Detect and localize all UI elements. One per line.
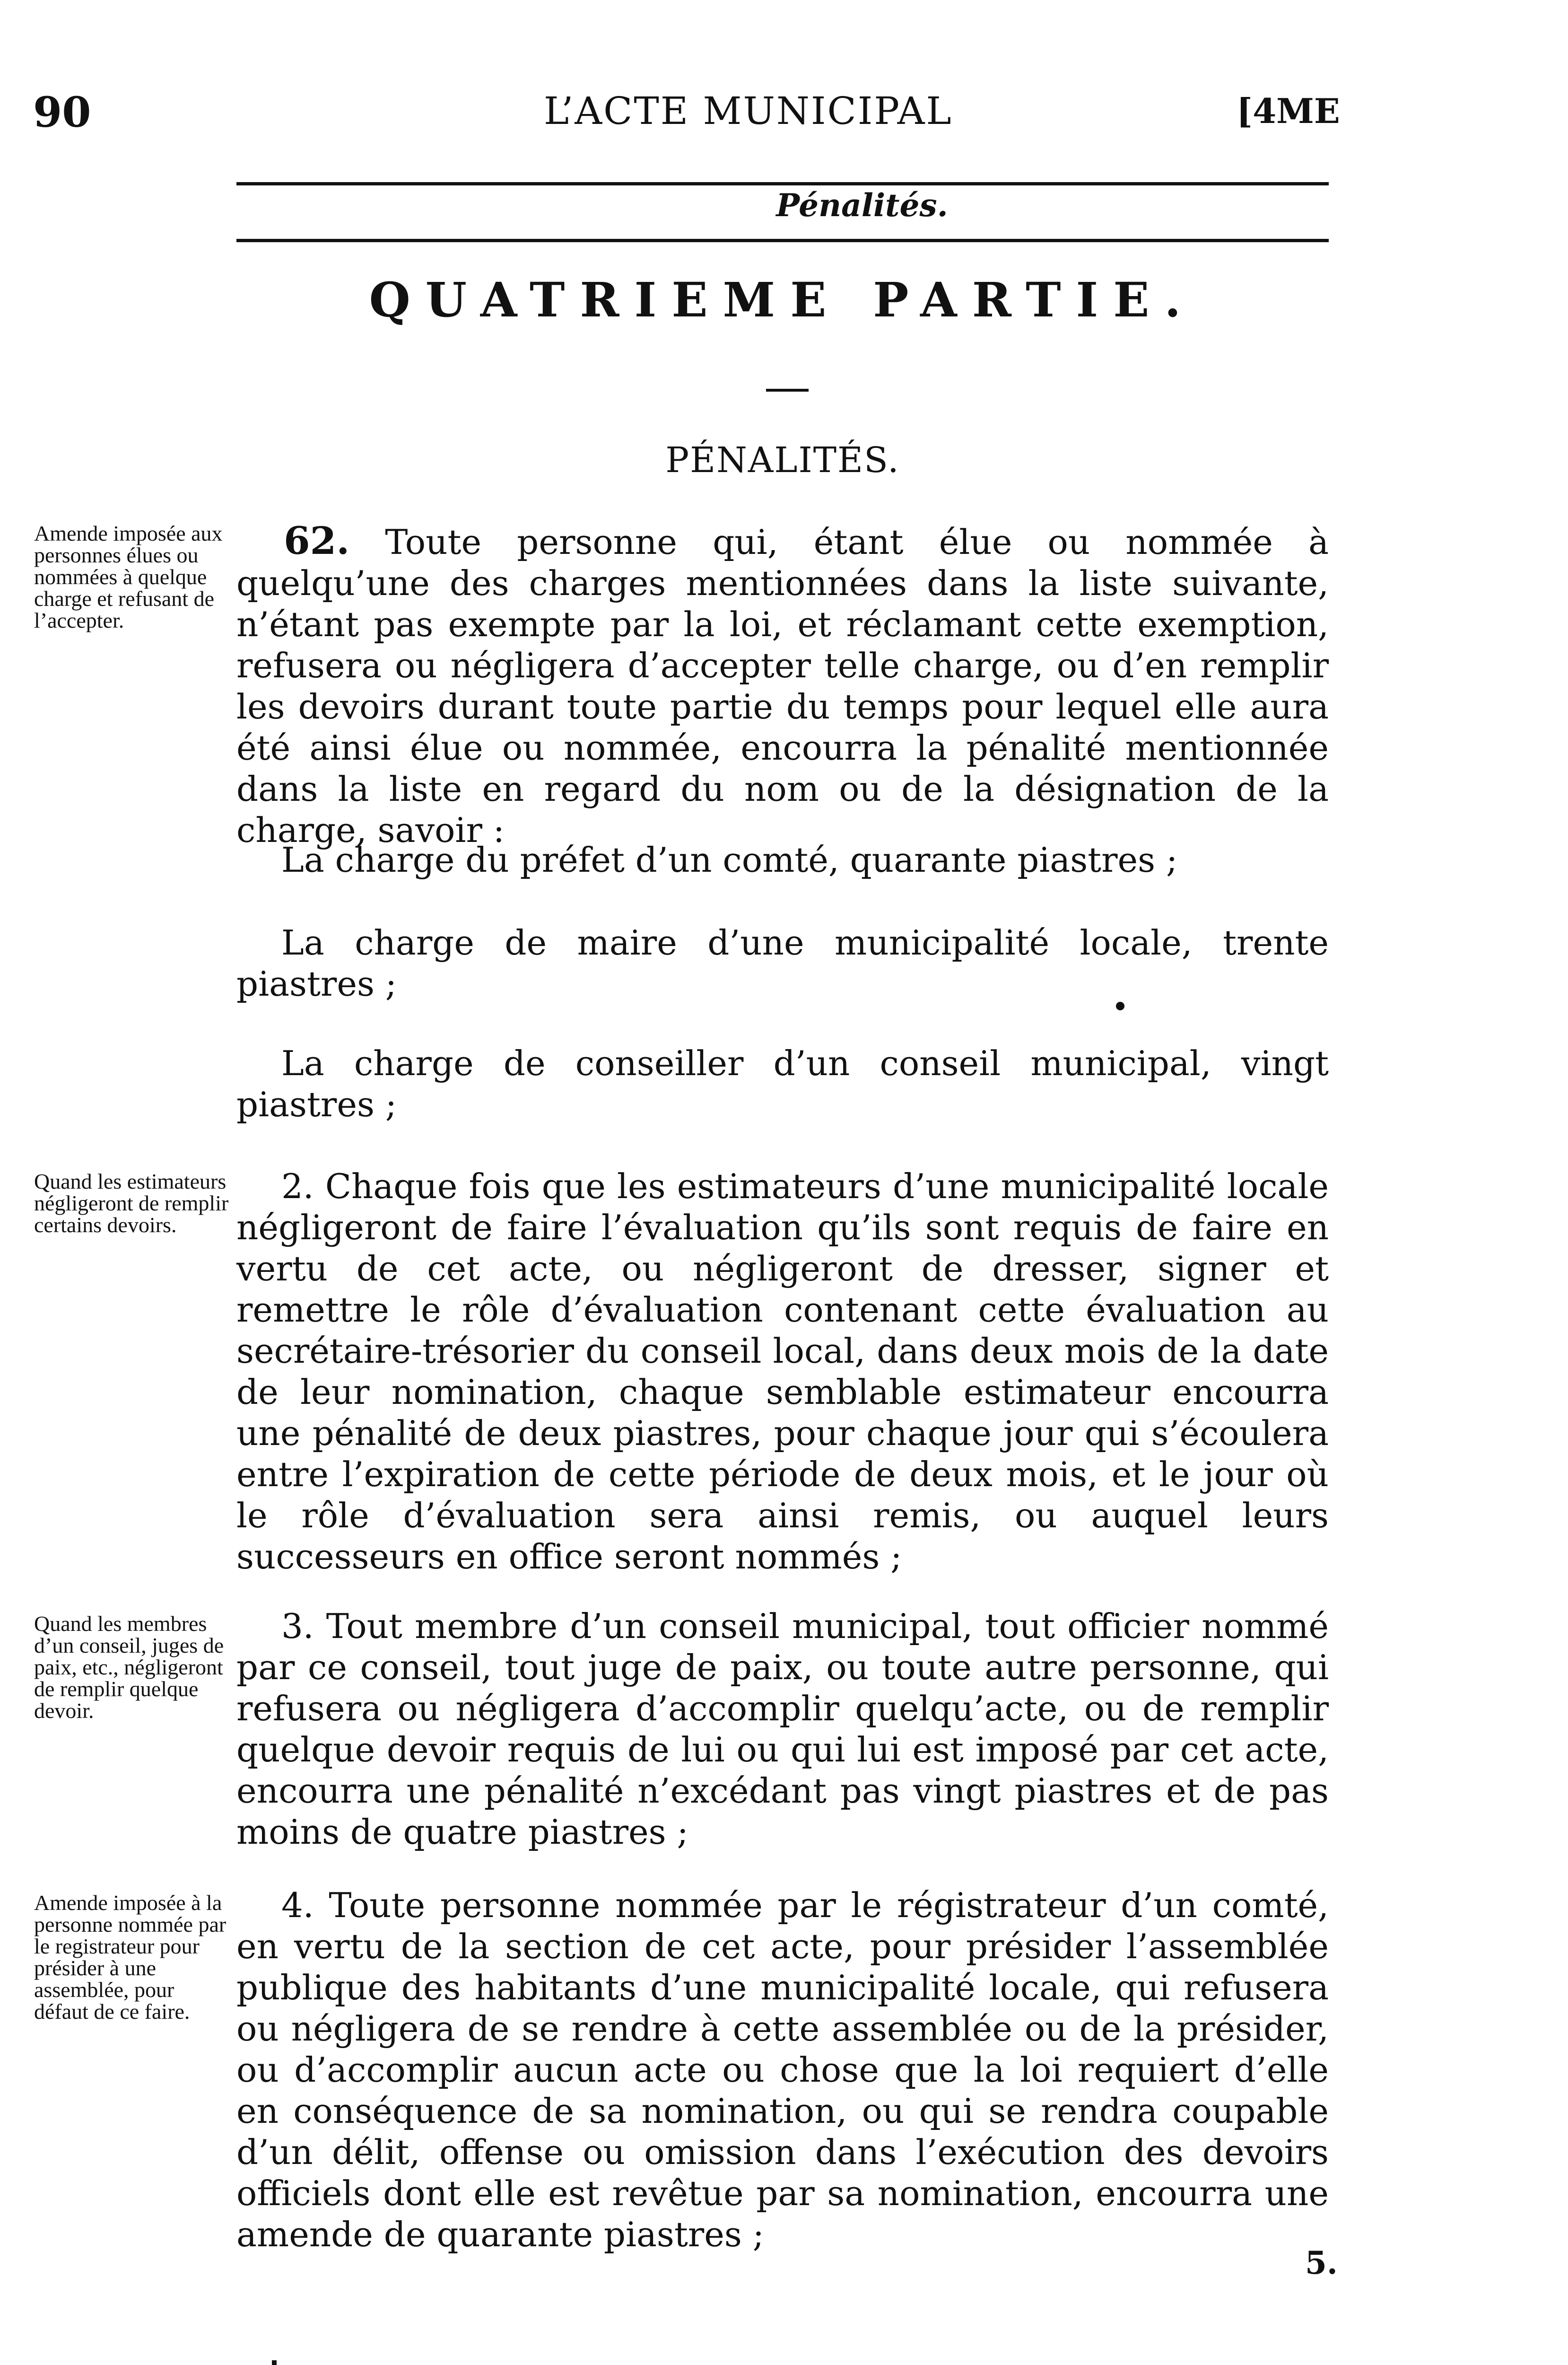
separator-rule <box>766 389 809 392</box>
page-number: 90 <box>33 88 91 137</box>
part-title: QUATRIEME PARTIE. <box>369 272 1196 328</box>
stray-mark <box>1116 1002 1124 1010</box>
scan-speck <box>272 2360 277 2365</box>
margin-note-4: Amende imposée à la personne nommée par le registrateur pour présider à une assemblée, pour défaut de ce faire. <box>34 1891 226 2023</box>
list-item-conseiller: La charge de conseiller d’un conseil municipal, vingt piastres ; <box>236 1043 1329 1124</box>
list-item-maire: La charge de maire d’une municipalité locale, trente piastres ; <box>236 923 1329 1004</box>
margin-note-62: Amende imposée aux personnes élues ou nommées à quelque charge et refusant de l’accepter. <box>34 521 223 632</box>
list-item-prefet: La charge du préfet d’un comté, quarante piastres ; <box>281 840 1178 880</box>
catchword: 5. <box>1305 2244 1338 2281</box>
part-marker: [4ME <box>1237 91 1340 131</box>
paragraph-2: 2. Chaque fois que les estimateurs d’une municipalité locale négligeront de faire l’évaluation qu’ils sont requis de faire en vertu de cet acte, ou négligeront de dresser, signer et remettre le rôle d’évaluation contenant cette évaluation au secrétaire-trésorier du conseil local, dans deux mois de la date de leur nomination, chaque semblable estimateur encourra une pénalité de deux piastres, pour chaque jour qui s’écoulera entre l’expiration de cette période de deux mois, et le jour où le rôle d’évaluation sera ainsi remis, ou auquel leurs successeurs en office seront nommés ; <box>236 1166 1329 1577</box>
margin-note-3: Quand les membres d’un conseil, juges de paix, etc., négligeront de remplir quelque devoir. <box>34 1612 224 1723</box>
paragraph-3: 3. Tout membre d’un conseil municipal, tout officier nommé par ce conseil, tout juge de paix, ou toute autre personne, qui refusera ou négligera d’accomplir quelqu’acte, ou de remplir quelque devoir requis de lui ou qui lui est imposé par cet acte, encourra une pénalité n’excédant pas vingt piastres et de pas moins de quatre piastres ; <box>236 1606 1329 1852</box>
section-subtitle: Pénalités. <box>776 187 948 224</box>
paragraph-4: 4. Toute personne nommée par le régistrateur d’un comté, en vertu de la section de cet acte, pour présider l’assemblée publique des habitants d’une municipalité locale, qui refusera ou négligera de se rendre à cette assemblée ou de la présider, ou d’accomplir aucun acte ou chose que la loi requiert d’elle en conséquence de sa nomination, ou qui se rendra coupable d’un délit, offense ou omission dans l’exécution des devoirs officiels dont elle est revêtue par sa nomination, encourra une amende de quarante piastres ; <box>236 1885 1329 2254</box>
article-62-text: Toute personne qui, étant élue ou nommée à quelqu’une des charges mentionnées dans la liste suivante, n’étant pas exempte par la loi, et réclamant cette exemption, refusera ou négligera d’accepter telle charge, ou d’en remplir les devoirs durant toute partie du temps pour lequel elle aura été ainsi élue ou nommée, encourra la pénalité mentionnée dans la liste en regard du nom ou de la désignation de la charge, savoir : <box>236 522 1329 850</box>
section-title: PÉNALITÉS. <box>665 440 900 481</box>
article-62 <box>236 520 1329 851</box>
margin-note-2: Quand les estimateurs négligeront de remplir certains devoirs. <box>34 1169 229 1237</box>
top-rule <box>236 182 1329 185</box>
running-title: L’ACTE MUNICIPAL <box>544 89 953 133</box>
article-number: 62. <box>284 518 350 563</box>
bottom-rule <box>236 239 1329 242</box>
